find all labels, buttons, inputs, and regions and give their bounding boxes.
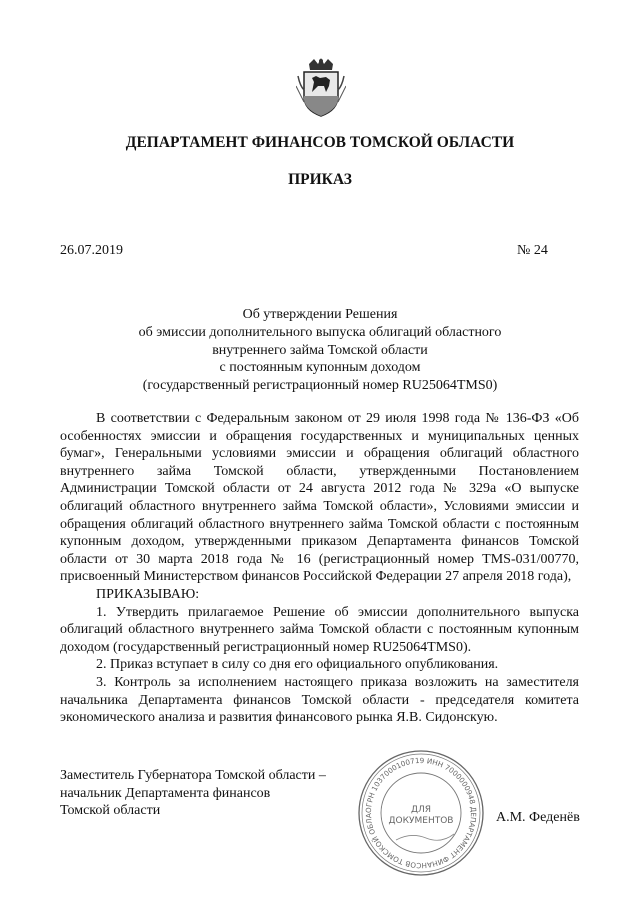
- document-date: 26.07.2019: [60, 243, 123, 258]
- document-title: [0, 306, 640, 395]
- title-line: Об утверждении Решения: [242, 307, 398, 322]
- title-line: об эмиссии дополнительного выпуска облигаций областного: [138, 324, 502, 340]
- seal-center-line: ДЛЯ: [410, 805, 432, 815]
- signatory-line: начальник Департамента финансов: [60, 785, 271, 801]
- title-line: (государственный регистрационный номер RU25064TMS0): [142, 378, 498, 394]
- signatory-position: [60, 767, 326, 820]
- document-body: [60, 410, 579, 727]
- seal-outer-text: ОГРН 1037000100719 ИНН 7000000948 ДЕПАРТАМЕНТ ФИНАНСОВ ТОМСКОЙ ОБЛА: [363, 755, 479, 871]
- signatory-line: Томской области: [60, 803, 161, 819]
- coat-of-arms-icon: [296, 56, 346, 118]
- seal-center-line: ДОКУМЕНТОВ: [388, 816, 454, 826]
- command-word: ПРИКАЗЫВАЮ:: [96, 586, 200, 602]
- title-line: внутреннего займа Томской области: [212, 342, 428, 358]
- signatory-name: А.М. Феденёв: [496, 810, 580, 825]
- preamble-paragraph: В соответствии с Федеральным законом от 29 июля 1998 года № 136-ФЗ «Об особенностях эмиссии и обращения государственных и муниципальных ценных бумаг», Генеральными условиями эмиссии и обращения облигаций областного внутреннего займа Томской области, утвержденными Постановлением Администрации Томской области от 24 августа 2012 года № 329а «О выпуске облигаций областного внутреннего займа Томской области», Условиями эмиссии и обращения облигаций областного внутреннего займа Томской области с постоянным купонным доходом, утвержденными приказом Департамента финансов Томской области от 30 марта 2018 года № 16 (регистрационный номер TMS-031/00770, присвоенный Министерством финансов Российской Федерации 27 апреля 2018 года),: [60, 411, 579, 585]
- signatory-line: Заместитель Губернатора Томской области –: [60, 768, 326, 783]
- order-item-2: 2. Приказ вступает в силу со дня его официального опубликования.: [96, 657, 499, 673]
- official-seal-stamp: [356, 748, 486, 878]
- order-item-3: 3. Контроль за исполнением настоящего приказа возложить на заместителя начальника Департамента финансов Томской области - председателя комитета экономического анализа и развития финансового рынка Я.В. Сидонскую.: [60, 674, 579, 726]
- order-item-1: 1. Утвердить прилагаемое Решение об эмиссии дополнительного выпуска облигаций областного внутреннего займа Томской области с постоянным купонным доходом (государственный регистрационный номер RU25064TMS0).: [60, 604, 579, 655]
- document-number: № 24: [517, 243, 548, 258]
- title-line: с постоянным купонным доходом: [219, 360, 421, 376]
- department-heading: ДЕПАРТАМЕНТ ФИНАНСОВ ТОМСКОЙ ОБЛАСТИ: [125, 134, 515, 151]
- document-type-heading: ПРИКАЗ: [288, 171, 352, 188]
